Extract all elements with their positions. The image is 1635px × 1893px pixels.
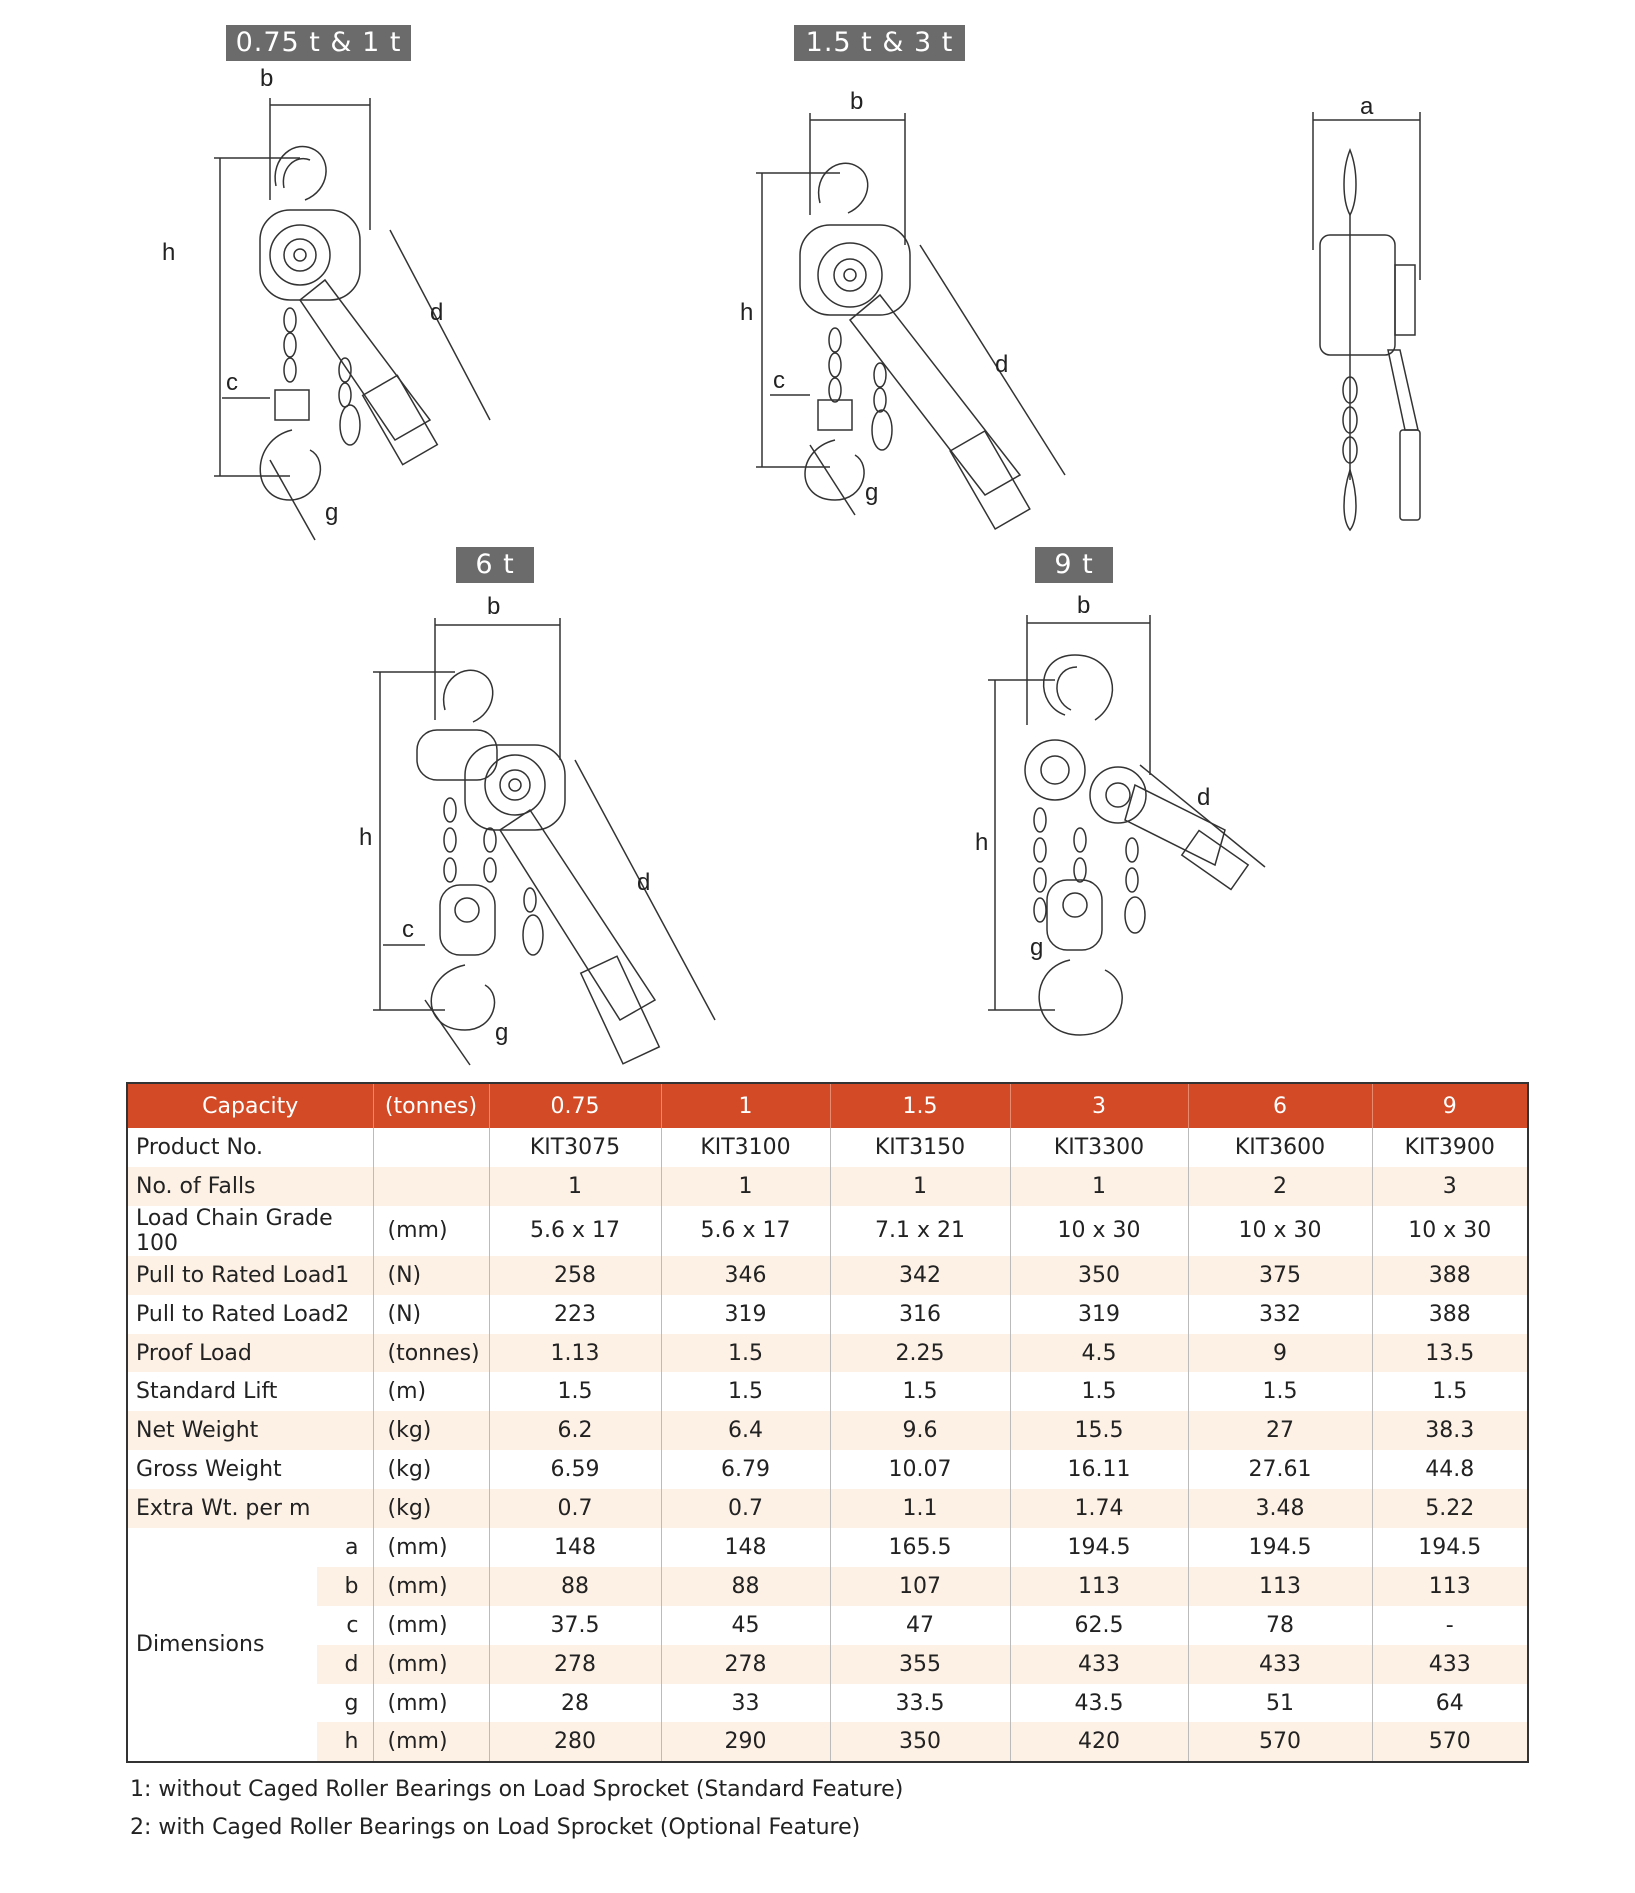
dim-letter-c-2: c [773, 367, 785, 394]
row-value: 1 [489, 1167, 661, 1206]
row-value: 9 [1188, 1334, 1372, 1373]
row-value: 194.5 [1010, 1528, 1188, 1567]
row-label: Gross Weight [136, 1457, 282, 1483]
row-value: 113 [1188, 1567, 1372, 1606]
row-value: 15.5 [1010, 1411, 1188, 1450]
row-value: 10 x 30 [1188, 1206, 1372, 1256]
dim-letter-b-2: b [850, 88, 864, 115]
row-value: KIT3900 [1372, 1128, 1528, 1167]
row-value: 6.4 [661, 1411, 830, 1450]
header-cap: 1.5 [830, 1083, 1010, 1128]
dim-letter-h-1: h [162, 239, 176, 266]
row-value: 388 [1372, 1295, 1528, 1334]
row-unit: (kg) [373, 1411, 489, 1450]
row-value: 5.22 [1372, 1489, 1528, 1528]
row-value: 148 [489, 1528, 661, 1567]
dimension-letter: g [344, 1690, 359, 1716]
dimension-letter: d [317, 1645, 373, 1684]
row-value: 1.5 [661, 1372, 830, 1411]
row-value: 45 [661, 1606, 830, 1645]
row-value: 165.5 [830, 1528, 1010, 1567]
dim-letter-d-4: d [1197, 784, 1211, 811]
table-row [127, 1450, 1528, 1489]
dim-letter-c-1: c [226, 369, 238, 396]
row-value: 319 [1010, 1295, 1188, 1334]
row-value: 9.6 [830, 1411, 1010, 1450]
dim-letter-c-3: c [402, 916, 414, 943]
table-row-dimension [127, 1567, 1528, 1606]
row-value: 0.7 [489, 1489, 661, 1528]
row-value: 1.5 [489, 1372, 661, 1411]
hoist-diagram-6t [355, 593, 735, 1070]
table-row [127, 1372, 1528, 1411]
row-value: 43.5 [1010, 1684, 1188, 1723]
row-value: 51 [1188, 1684, 1372, 1723]
row-value: 37.5 [489, 1606, 661, 1645]
row-value: - [1372, 1606, 1528, 1645]
table-row-dimension [127, 1645, 1528, 1684]
label-6t-hoist: 6 t [456, 547, 534, 583]
row-value: 33 [661, 1684, 830, 1723]
row-value: KIT3075 [489, 1128, 661, 1167]
table-row [127, 1256, 1528, 1295]
table-row [127, 1206, 1528, 1256]
row-unit: (mm) [373, 1722, 489, 1762]
table-row-dimension [127, 1528, 1528, 1567]
row-value: 6.79 [661, 1450, 830, 1489]
row-value: 3 [1372, 1167, 1528, 1206]
row-value: 433 [1372, 1645, 1528, 1684]
row-unit: (N) [373, 1295, 489, 1334]
row-value: 78 [1188, 1606, 1372, 1645]
row-value: 278 [661, 1645, 830, 1684]
dim-letter-h-2: h [740, 299, 754, 326]
row-value: 2.25 [830, 1334, 1010, 1373]
row-value: 342 [830, 1256, 1010, 1295]
header-cap: 3 [1010, 1083, 1188, 1128]
header-capacity: Capacity [127, 1083, 373, 1128]
row-value: 16.11 [1010, 1450, 1188, 1489]
row-unit: (mm) [373, 1645, 489, 1684]
row-value: 290 [661, 1722, 830, 1762]
row-label: Pull to Rated Load2 [136, 1301, 350, 1327]
table-row [127, 1489, 1528, 1528]
spec-table [126, 1082, 1529, 1763]
header-cap: 6 [1188, 1083, 1372, 1128]
table-row [127, 1411, 1528, 1450]
row-unit: (m) [373, 1372, 489, 1411]
footnote-2: 2: with Caged Roller Bearings on Load Sprocket (Optional Feature) [130, 1815, 861, 1840]
row-value: KIT3300 [1010, 1128, 1188, 1167]
row-unit: (mm) [373, 1567, 489, 1606]
table-row-dimension [127, 1606, 1528, 1645]
row-value: 1 [1010, 1167, 1188, 1206]
hoist-diagram-9t [975, 592, 1295, 1045]
row-value: KIT3100 [661, 1128, 830, 1167]
dim-letter-g-1: g [325, 499, 339, 526]
row-value: 350 [830, 1722, 1010, 1762]
row-unit: (N) [373, 1256, 489, 1295]
row-value: 148 [661, 1528, 830, 1567]
row-value: 1 [661, 1167, 830, 1206]
dim-letter-b-3: b [487, 593, 501, 620]
row-value: 1.1 [830, 1489, 1010, 1528]
dim-letter-a: a [1360, 93, 1374, 120]
row-value: 316 [830, 1295, 1010, 1334]
header-cap: 1 [661, 1083, 830, 1128]
row-value: 350 [1010, 1256, 1188, 1295]
row-value: 4.5 [1010, 1334, 1188, 1373]
row-value: 1.5 [1010, 1372, 1188, 1411]
row-value: 278 [489, 1645, 661, 1684]
row-value: 332 [1188, 1295, 1372, 1334]
row-label: Pull to Rated Load1 [127, 1256, 373, 1295]
row-value: 7.1 x 21 [830, 1206, 1010, 1256]
row-value: 1.5 [1372, 1372, 1528, 1411]
table-header-row [127, 1083, 1528, 1128]
row-value: 420 [1010, 1722, 1188, 1762]
row-unit: (mm) [373, 1684, 489, 1723]
hoist-diagram-small [162, 65, 510, 550]
header-cap: 9 [1372, 1083, 1528, 1128]
row-value: 194.5 [1372, 1528, 1528, 1567]
dim-letter-d-2: d [995, 351, 1009, 378]
hoist-diagram-medium [740, 88, 1080, 545]
dim-letter-g-2: g [865, 479, 879, 506]
row-value: 355 [830, 1645, 1010, 1684]
row-value: 62.5 [1010, 1606, 1188, 1645]
header-cap: 0.75 [489, 1083, 661, 1128]
label-medium-hoist: 1.5 t & 3 t [794, 25, 965, 61]
row-value: 3.48 [1188, 1489, 1372, 1528]
row-value: 6.2 [489, 1411, 661, 1450]
dim-letter-b-4: b [1077, 592, 1091, 619]
row-value: 64 [1372, 1684, 1528, 1723]
row-value: KIT3150 [830, 1128, 1010, 1167]
row-value: 433 [1188, 1645, 1372, 1684]
row-value: 223 [489, 1295, 661, 1334]
row-value: 10 x 30 [1010, 1206, 1188, 1256]
row-label: Load Chain Grade 100 [136, 1205, 333, 1256]
row-value: 10 x 30 [1372, 1206, 1528, 1256]
row-value: 319 [661, 1295, 830, 1334]
row-label: No. of Falls [127, 1167, 373, 1206]
row-label: Proof Load [127, 1334, 373, 1373]
table-row [127, 1128, 1528, 1167]
row-value: 47 [830, 1606, 1010, 1645]
row-value: 27 [1188, 1411, 1372, 1450]
label-9t-hoist: 9 t [1035, 547, 1113, 583]
row-value: KIT3600 [1188, 1128, 1372, 1167]
row-value: 44.8 [1372, 1450, 1528, 1489]
header-unit: (tonnes) [373, 1083, 489, 1128]
dim-letter-g-3: g [495, 1019, 509, 1046]
dimension-letter: b [317, 1567, 373, 1606]
row-unit [373, 1128, 489, 1167]
row-unit: (mm) [373, 1606, 489, 1645]
footnote-1: 1: without Caged Roller Bearings on Load Sprocket (Standard Feature) [130, 1777, 904, 1802]
row-value: 28 [489, 1684, 661, 1723]
row-value: 0.7 [661, 1489, 830, 1528]
row-value: 107 [830, 1567, 1010, 1606]
row-value: 375 [1188, 1256, 1372, 1295]
row-value: 5.6 x 17 [489, 1206, 661, 1256]
row-value: 113 [1010, 1567, 1188, 1606]
table-row-dimension [127, 1684, 1528, 1723]
dim-letter-h-3: h [359, 824, 373, 851]
row-value: 2 [1188, 1167, 1372, 1206]
row-label: Standard Lift [136, 1379, 278, 1405]
dim-letter-h-4: h [975, 829, 989, 856]
row-label: Extra Wt. per m [127, 1489, 373, 1528]
row-value: 10.07 [830, 1450, 1010, 1489]
dimension-letter: a [345, 1534, 359, 1560]
row-value: 27.61 [1188, 1450, 1372, 1489]
row-value: 1.5 [1188, 1372, 1372, 1411]
row-value: 113 [1372, 1567, 1528, 1606]
row-unit: (mm) [373, 1206, 489, 1256]
row-unit: (kg) [373, 1450, 489, 1489]
table-row [127, 1295, 1528, 1334]
row-value: 346 [661, 1256, 830, 1295]
row-value: 88 [489, 1567, 661, 1606]
row-value: 1.13 [489, 1334, 661, 1373]
hoist-diagram-side-view [1300, 93, 1440, 540]
dimension-letter: c [346, 1612, 359, 1638]
row-value: 570 [1188, 1722, 1372, 1762]
row-value: 388 [1372, 1256, 1528, 1295]
row-value: 1.74 [1010, 1489, 1188, 1528]
dimension-letter: h [317, 1722, 373, 1762]
table-row [127, 1167, 1528, 1206]
row-value: 33.5 [830, 1684, 1010, 1723]
row-unit: (mm) [373, 1528, 489, 1567]
dim-letter-d-3: d [637, 869, 651, 896]
dim-letter-g-4: g [1030, 934, 1044, 961]
row-value: 570 [1372, 1722, 1528, 1762]
dim-letter-b-1: b [260, 65, 274, 92]
row-unit [373, 1167, 489, 1206]
row-value: 88 [661, 1567, 830, 1606]
row-value: 194.5 [1188, 1528, 1372, 1567]
row-value: 5.6 x 17 [661, 1206, 830, 1256]
row-value: 6.59 [489, 1450, 661, 1489]
row-unit: (tonnes) [373, 1334, 489, 1373]
row-value: 1.5 [661, 1334, 830, 1373]
row-label: Product No. [136, 1134, 264, 1160]
row-value: 280 [489, 1722, 661, 1762]
row-unit: (kg) [373, 1489, 489, 1528]
dimensions-label: Dimensions [127, 1528, 317, 1762]
dim-letter-d-1: d [430, 299, 444, 326]
row-value: 1 [830, 1167, 1010, 1206]
row-value: 38.3 [1372, 1411, 1528, 1450]
row-value: 13.5 [1372, 1334, 1528, 1373]
row-value: 258 [489, 1256, 661, 1295]
row-label: Net Weight [127, 1411, 373, 1450]
row-value: 1.5 [830, 1372, 1010, 1411]
label-small-hoist: 0.75 t & 1 t [226, 25, 411, 61]
row-value: 433 [1010, 1645, 1188, 1684]
table-row [127, 1334, 1528, 1373]
table-row-dimension [127, 1722, 1528, 1762]
